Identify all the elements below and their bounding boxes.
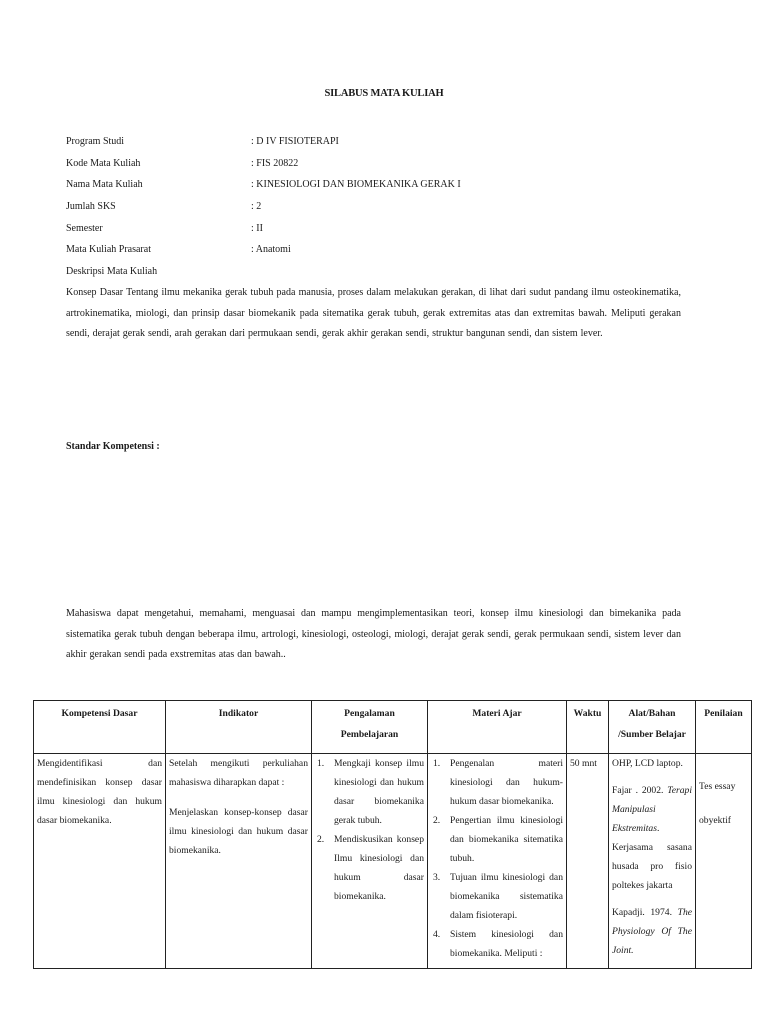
document-title: SILABUS MATA KULIAH	[324, 88, 444, 99]
syllabus-table	[33, 700, 752, 969]
indikator-intro: Setelah mengikuti perkuliahan mahasiswa diharapkan dapat :	[169, 758, 308, 788]
table-row	[34, 754, 752, 969]
list-item: Mendiskusikan konsep Ilmu kinesiologi dan hukum dasar biomekanika.	[334, 834, 424, 902]
header-pengalaman: Pengalaman Pembelajaran	[312, 701, 428, 754]
header-alat-bahan: Alat/Bahan /Sumber Belajar	[609, 701, 696, 754]
competency-standard-label: Standar Kompetensi :	[66, 441, 160, 452]
cell-waktu: 50 mnt	[567, 754, 609, 969]
cell-indikator	[166, 754, 312, 969]
info-label: Program Studi	[66, 136, 125, 147]
header-waktu: Waktu	[567, 701, 609, 754]
cell-materi	[428, 754, 567, 969]
list-item: Mengkaji konsep ilmu kinesiologi dan hukum dasar biomekanika gerak tubuh.	[334, 758, 424, 826]
header-materi-ajar: Materi Ajar	[428, 701, 567, 754]
reference-title: Terapi Manipulasi Ekstremitas	[612, 785, 692, 834]
alat-reference	[612, 903, 692, 960]
info-label: Semester	[66, 222, 103, 234]
info-row-prasarat	[66, 239, 686, 261]
alat-reference	[612, 781, 692, 895]
cell-pengalaman	[312, 754, 428, 969]
list-item: Pengertian ilmu kinesiologi dan biomekanika sitematika tubuh.	[450, 815, 563, 864]
info-row-kode	[66, 153, 686, 175]
penilaian-item: obyektif	[699, 815, 731, 826]
info-label: Nama Mata Kuliah	[66, 179, 143, 191]
info-row-program-studi	[66, 131, 686, 153]
cell-kompetensi: Mengidentifikasi dan mendefinisikan konsep dasar ilmu kinesiologi dan hukum dasar biomekanika.	[34, 754, 166, 969]
list-item: Pengenalan materi kinesiologi dan hukum-hukum dasar biomekanika.	[450, 758, 563, 807]
info-row-nama	[66, 174, 686, 196]
info-value: : Anatomi	[251, 244, 291, 256]
materi-list	[431, 754, 563, 963]
info-value: : II	[251, 222, 263, 234]
reference-publisher: . Kerjasama sasana husada pro fisio poltekes jakarta	[612, 823, 692, 891]
list-item: Sistem kinesiologi dan biomekanika. Meliputi :	[450, 929, 563, 959]
header-kompetensi-dasar: Kompetensi Dasar	[34, 701, 166, 754]
pengalaman-list	[315, 754, 424, 906]
competency-standard-paragraph: Mahasiswa dapat mengetahui, memahami, menguasai dan mampu mengimplementasikan teori, konsep ilmu kinesiologi dan bimekanika pada sistematika gerak tubuh dengan beberapa ilmu, artrologi, kinesiologi, osteologi, miologi, derajat gerak sendi, gerak permukaan sendi, sistem lever dan akhir gerakan sendi pada exstremitas atas dan bawah..	[66, 608, 681, 660]
description-paragraph: Konsep Dasar Tentang ilmu mekanika gerak tubuh pada manusia, proses dalam melakukan gerakan, di lihat dari sudut pandang ilmu osteokinematika, artrokinematika, miologi, dan prinsip dasar biomekanik pada sitematika gerak tubuh, gerak extremitas atas dan extremitas bawah. Meliputi gerakan sendi, derajat gerak sendi, arah gerakan dari permukaan sendi, gerak akhir gerakan sendi, struktur bangunan sendi, dan sistem lever.	[66, 287, 681, 339]
info-row-semester	[66, 218, 686, 240]
course-info	[66, 131, 686, 261]
list-item: Tujuan ilmu kinesiologi dan biomekanika sistematika dalam fisioterapi.	[450, 872, 563, 921]
info-row-sks	[66, 196, 686, 218]
description-label: Deskripsi Mata Kuliah	[66, 266, 158, 277]
penilaian-item: Tes essay	[699, 781, 736, 792]
info-value: : 2	[251, 201, 262, 213]
header-indikator: Indikator	[166, 701, 312, 754]
info-label: Kode Mata Kuliah	[66, 157, 141, 169]
cell-alat	[609, 754, 696, 969]
alat-item: OHP, LCD laptop.	[612, 758, 683, 769]
header-penilaian: Penilaian	[696, 701, 752, 754]
table-header-row	[34, 701, 752, 754]
cell-penilaian	[696, 754, 752, 969]
reference-author: Fajar . 2002.	[612, 785, 664, 796]
info-value: : D IV FISIOTERAPI	[251, 136, 339, 147]
info-label: Jumlah SKS	[66, 201, 116, 213]
reference-author: Kapadji. 1974.	[612, 907, 672, 918]
reference-title: The Physiology Of The Joint.	[612, 907, 692, 956]
indikator-item: Menjelaskan konsep-konsep dasar ilmu kinesiologi dan hukum dasar biomekanika.	[169, 807, 308, 856]
info-value: : FIS 20822	[251, 157, 299, 169]
info-label: Mata Kuliah Prasarat	[66, 244, 151, 256]
info-value: : KINESIOLOGI DAN BIOMEKANIKA GERAK I	[251, 179, 461, 191]
